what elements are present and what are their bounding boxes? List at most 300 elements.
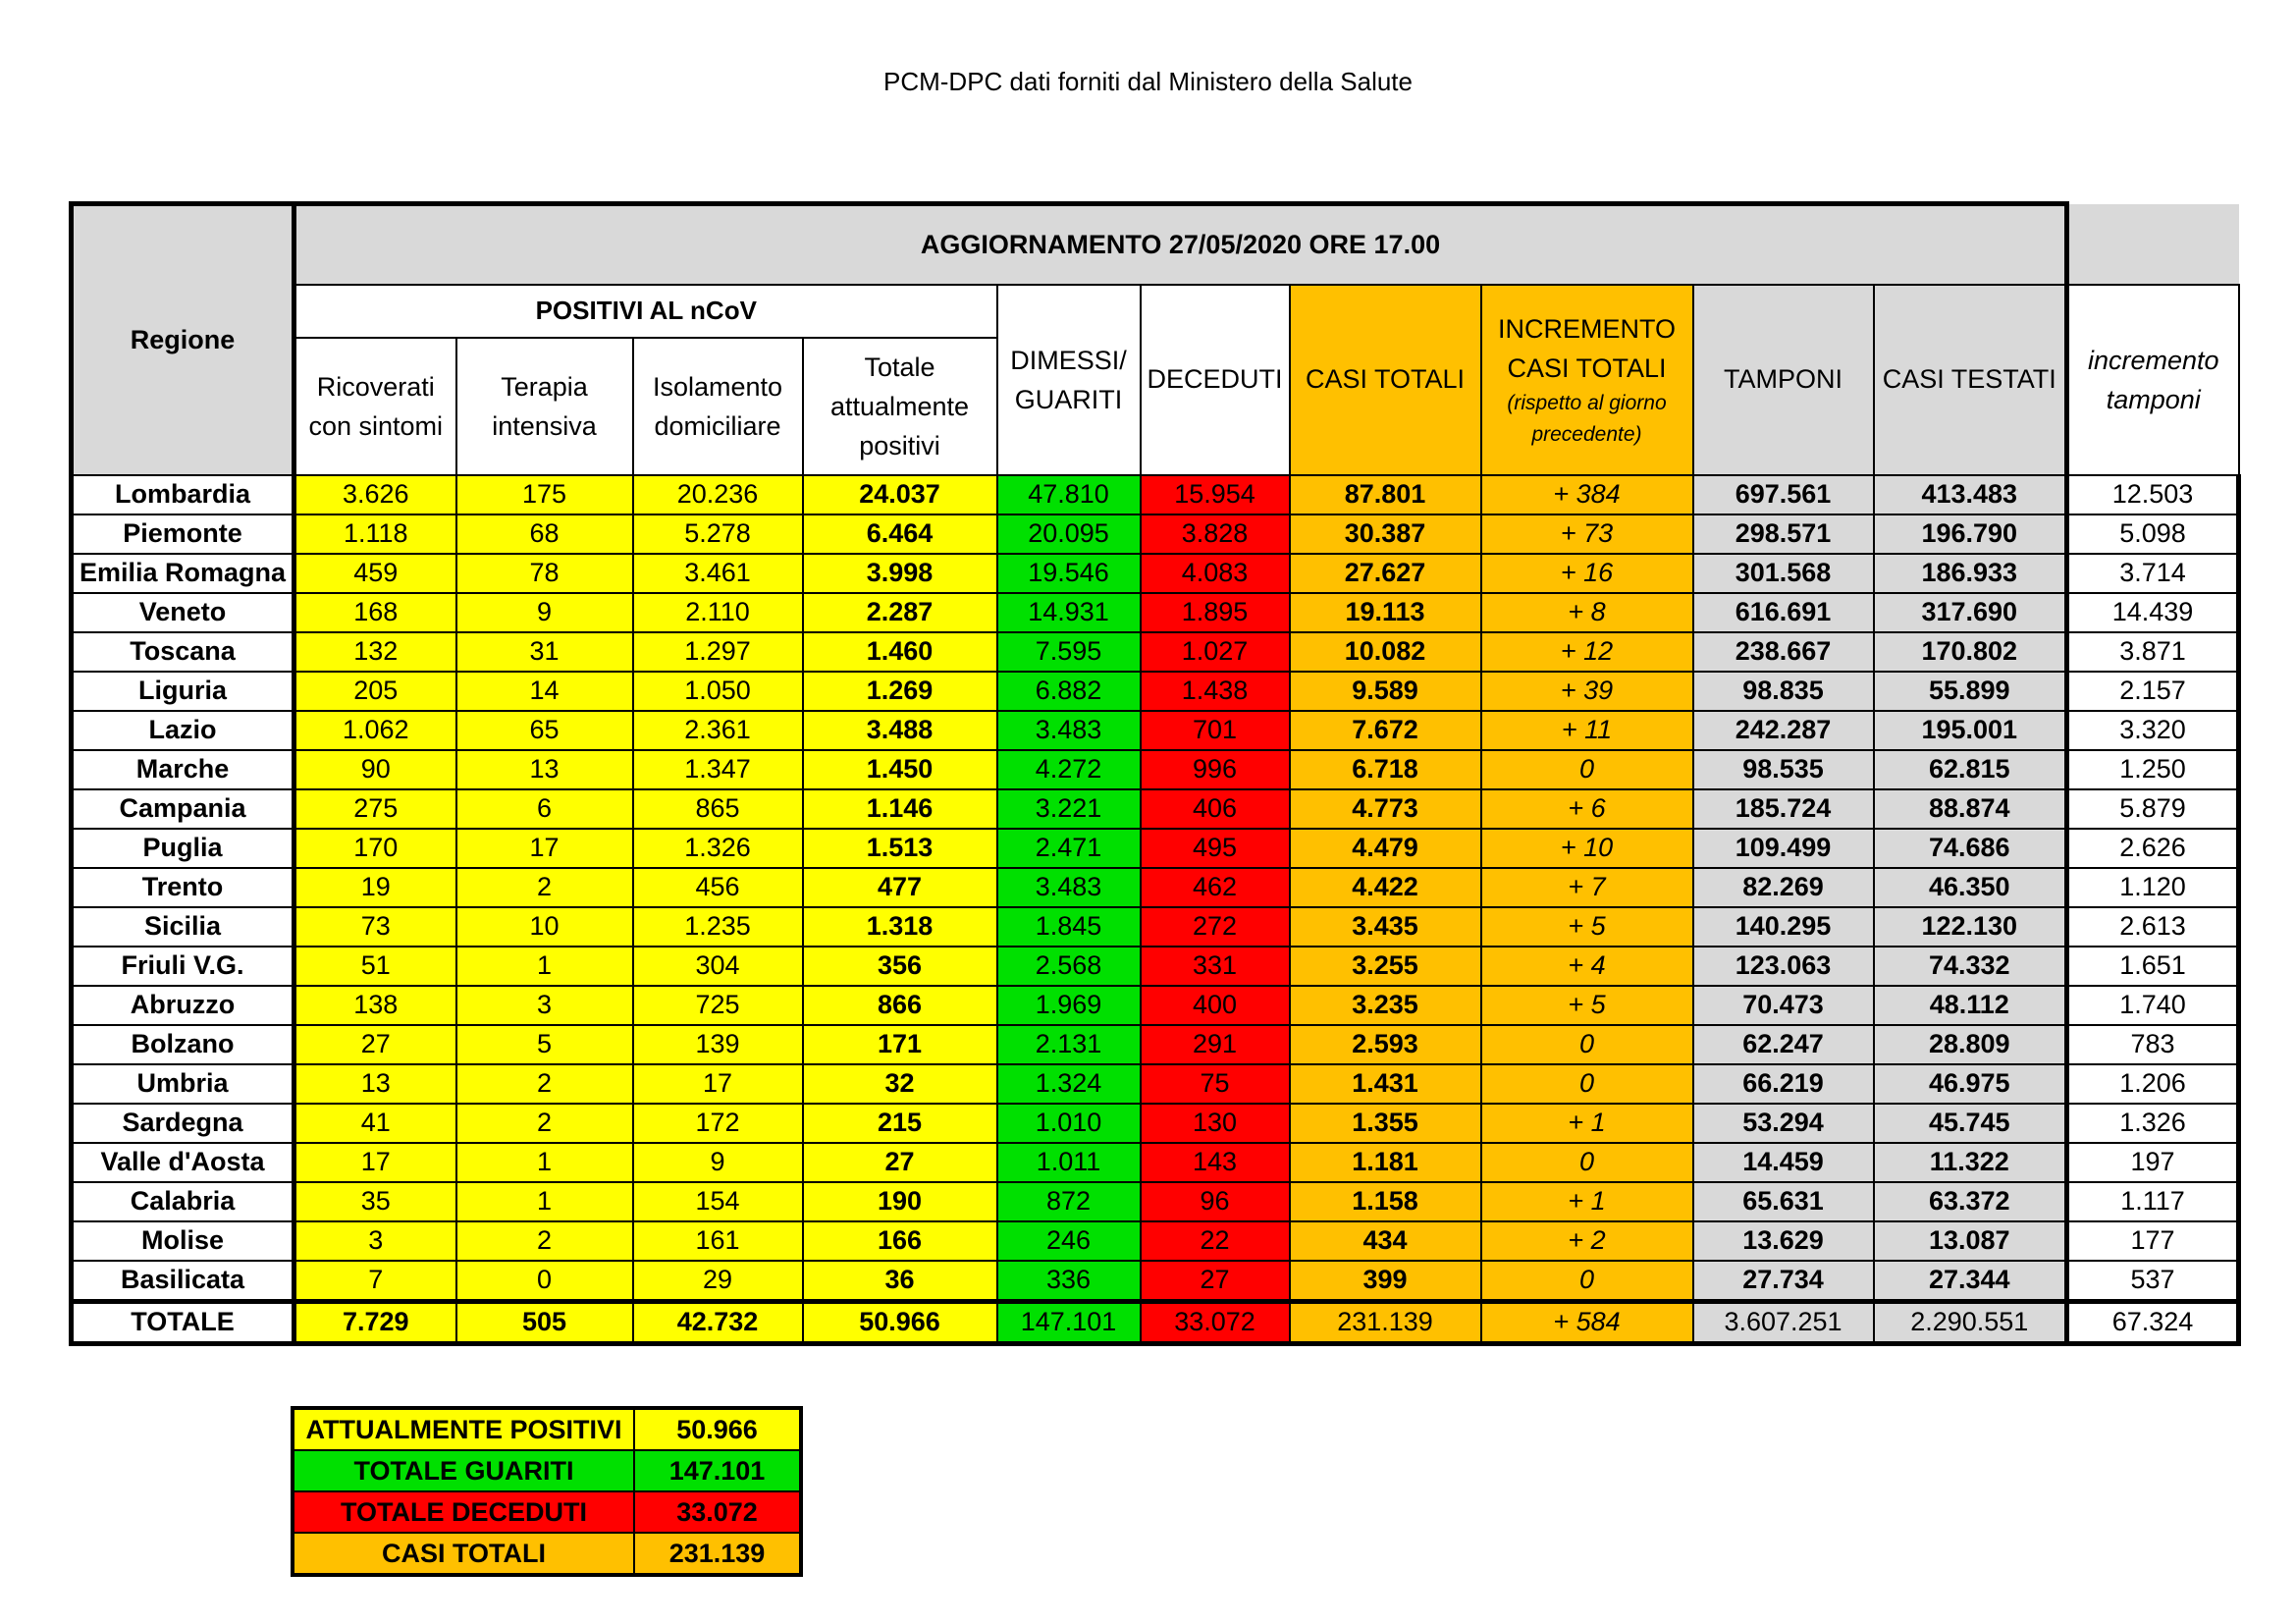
total-ricoverati: 7.729 xyxy=(294,1301,456,1343)
cell-incremento: + 2 xyxy=(1481,1221,1693,1261)
cell-isolamento: 3.461 xyxy=(633,554,803,593)
cell-isolamento: 161 xyxy=(633,1221,803,1261)
cell-terapia: 5 xyxy=(456,1025,633,1064)
summary-label: TOTALE DECEDUTI xyxy=(293,1491,634,1533)
cell-ricoverati: 3.626 xyxy=(294,475,456,514)
cell-totale-positivi: 166 xyxy=(803,1221,997,1261)
cell-incremento-tamponi: 12.503 xyxy=(2067,475,2239,514)
cell-incremento: + 8 xyxy=(1481,593,1693,632)
cell-tamponi: 65.631 xyxy=(1693,1182,1874,1221)
cell-casi-totali: 87.801 xyxy=(1290,475,1481,514)
cell-region: Molise xyxy=(72,1221,294,1261)
summary-row xyxy=(293,1491,801,1533)
table-body xyxy=(72,475,2239,1344)
header-deceduti: DECEDUTI xyxy=(1141,285,1290,475)
cell-tamponi: 616.691 xyxy=(1693,593,1874,632)
cell-totale-positivi: 1.513 xyxy=(803,829,997,868)
cell-casi-totali: 1.181 xyxy=(1290,1143,1481,1182)
header-update-date: AGGIORNAMENTO 27/05/2020 ORE 17.00 xyxy=(294,204,2067,285)
cell-isolamento: 1.326 xyxy=(633,829,803,868)
cell-totale-positivi: 190 xyxy=(803,1182,997,1221)
cell-casi-testati: 28.809 xyxy=(1874,1025,2067,1064)
header-totale-positivi: Totale attualmente positivi xyxy=(803,338,997,475)
cell-incremento: + 39 xyxy=(1481,672,1693,711)
cell-dimessi: 19.546 xyxy=(997,554,1141,593)
cell-terapia: 2 xyxy=(456,1064,633,1104)
cell-isolamento: 1.347 xyxy=(633,750,803,789)
cell-totale-positivi: 24.037 xyxy=(803,475,997,514)
cell-region: Emilia Romagna xyxy=(72,554,294,593)
cell-terapia: 14 xyxy=(456,672,633,711)
cell-incremento-tamponi: 1.250 xyxy=(2067,750,2239,789)
cell-terapia: 1 xyxy=(456,1143,633,1182)
cell-casi-totali: 6.718 xyxy=(1290,750,1481,789)
cell-deceduti: 15.954 xyxy=(1141,475,1290,514)
cell-ricoverati: 27 xyxy=(294,1025,456,1064)
cell-casi-totali: 30.387 xyxy=(1290,514,1481,554)
cell-incremento-tamponi: 197 xyxy=(2067,1143,2239,1182)
cell-incremento: + 1 xyxy=(1481,1182,1693,1221)
cell-tamponi: 140.295 xyxy=(1693,907,1874,947)
cell-casi-totali: 4.422 xyxy=(1290,868,1481,907)
cell-casi-testati: 63.372 xyxy=(1874,1182,2067,1221)
total-row xyxy=(72,1301,2239,1343)
cell-region: Basilicata xyxy=(72,1261,294,1302)
total-region: TOTALE xyxy=(72,1301,294,1343)
cell-casi-totali: 3.235 xyxy=(1290,986,1481,1025)
cell-ricoverati: 17 xyxy=(294,1143,456,1182)
cell-dimessi: 4.272 xyxy=(997,750,1141,789)
cell-casi-totali: 3.435 xyxy=(1290,907,1481,947)
cell-ricoverati: 73 xyxy=(294,907,456,947)
cell-totale-positivi: 215 xyxy=(803,1104,997,1143)
table-row xyxy=(72,750,2239,789)
cell-terapia: 1 xyxy=(456,947,633,986)
cell-incremento: + 5 xyxy=(1481,907,1693,947)
cell-incremento: + 6 xyxy=(1481,789,1693,829)
cell-totale-positivi: 866 xyxy=(803,986,997,1025)
cell-casi-totali: 1.431 xyxy=(1290,1064,1481,1104)
cell-casi-totali: 10.082 xyxy=(1290,632,1481,672)
cell-tamponi: 70.473 xyxy=(1693,986,1874,1025)
summary-row xyxy=(293,1408,801,1450)
cell-region: Bolzano xyxy=(72,1025,294,1064)
cell-casi-testati: 13.087 xyxy=(1874,1221,2067,1261)
cell-totale-positivi: 1.460 xyxy=(803,632,997,672)
cell-isolamento: 139 xyxy=(633,1025,803,1064)
table-row xyxy=(72,1104,2239,1143)
cell-ricoverati: 459 xyxy=(294,554,456,593)
cell-terapia: 3 xyxy=(456,986,633,1025)
cell-isolamento: 725 xyxy=(633,986,803,1025)
cell-terapia: 6 xyxy=(456,789,633,829)
cell-terapia: 2 xyxy=(456,1104,633,1143)
cell-dimessi: 47.810 xyxy=(997,475,1141,514)
cell-incremento-tamponi: 2.626 xyxy=(2067,829,2239,868)
cell-tamponi: 27.734 xyxy=(1693,1261,1874,1302)
cell-incremento: + 7 xyxy=(1481,868,1693,907)
header-regione: Regione xyxy=(72,204,294,475)
total-tamponi: 3.607.251 xyxy=(1693,1301,1874,1343)
header-casi-totali: CASI TOTALI xyxy=(1290,285,1481,475)
header-dimessi: DIMESSI/ GUARITI xyxy=(997,285,1141,475)
cell-incremento-tamponi: 3.320 xyxy=(2067,711,2239,750)
total-terapia: 505 xyxy=(456,1301,633,1343)
cell-deceduti: 143 xyxy=(1141,1143,1290,1182)
cell-casi-testati: 46.975 xyxy=(1874,1064,2067,1104)
cell-incremento-tamponi: 14.439 xyxy=(2067,593,2239,632)
cell-totale-positivi: 1.450 xyxy=(803,750,997,789)
table-row xyxy=(72,1025,2239,1064)
cell-incremento: 0 xyxy=(1481,1025,1693,1064)
cell-deceduti: 3.828 xyxy=(1141,514,1290,554)
cell-region: Campania xyxy=(72,789,294,829)
cell-incremento: + 12 xyxy=(1481,632,1693,672)
cell-terapia: 78 xyxy=(456,554,633,593)
table-row xyxy=(72,593,2239,632)
table-row xyxy=(72,947,2239,986)
table-row xyxy=(72,514,2239,554)
cell-totale-positivi: 1.318 xyxy=(803,907,997,947)
cell-casi-testati: 62.815 xyxy=(1874,750,2067,789)
cell-incremento: 0 xyxy=(1481,1261,1693,1302)
cell-incremento: + 4 xyxy=(1481,947,1693,986)
cell-terapia: 65 xyxy=(456,711,633,750)
cell-deceduti: 1.027 xyxy=(1141,632,1290,672)
cell-incremento: 0 xyxy=(1481,750,1693,789)
cell-casi-testati: 74.332 xyxy=(1874,947,2067,986)
cell-deceduti: 27 xyxy=(1141,1261,1290,1302)
cell-tamponi: 98.835 xyxy=(1693,672,1874,711)
cell-tamponi: 62.247 xyxy=(1693,1025,1874,1064)
cell-tamponi: 98.535 xyxy=(1693,750,1874,789)
cell-ricoverati: 168 xyxy=(294,593,456,632)
total-incremento-tamponi: 67.324 xyxy=(2067,1301,2239,1343)
summary-label: CASI TOTALI xyxy=(293,1533,634,1575)
cell-totale-positivi: 2.287 xyxy=(803,593,997,632)
cell-totale-positivi: 1.146 xyxy=(803,789,997,829)
cell-isolamento: 865 xyxy=(633,789,803,829)
cell-ricoverati: 1.118 xyxy=(294,514,456,554)
cell-ricoverati: 19 xyxy=(294,868,456,907)
cell-deceduti: 400 xyxy=(1141,986,1290,1025)
cell-casi-totali: 1.158 xyxy=(1290,1182,1481,1221)
summary-box xyxy=(291,1406,803,1577)
cell-deceduti: 406 xyxy=(1141,789,1290,829)
cell-incremento: + 73 xyxy=(1481,514,1693,554)
cell-casi-totali: 2.593 xyxy=(1290,1025,1481,1064)
cell-totale-positivi: 356 xyxy=(803,947,997,986)
cell-ricoverati: 90 xyxy=(294,750,456,789)
total-casi-testati: 2.290.551 xyxy=(1874,1301,2067,1343)
cell-casi-totali: 9.589 xyxy=(1290,672,1481,711)
cell-tamponi: 53.294 xyxy=(1693,1104,1874,1143)
cell-isolamento: 154 xyxy=(633,1182,803,1221)
cell-incremento: + 16 xyxy=(1481,554,1693,593)
cell-terapia: 2 xyxy=(456,1221,633,1261)
total-totale-positivi: 50.966 xyxy=(803,1301,997,1343)
cell-casi-testati: 46.350 xyxy=(1874,868,2067,907)
cell-casi-testati: 196.790 xyxy=(1874,514,2067,554)
cell-casi-totali: 7.672 xyxy=(1290,711,1481,750)
cell-incremento-tamponi: 5.879 xyxy=(2067,789,2239,829)
cell-tamponi: 13.629 xyxy=(1693,1221,1874,1261)
table-row xyxy=(72,829,2239,868)
cell-totale-positivi: 3.488 xyxy=(803,711,997,750)
cell-tamponi: 82.269 xyxy=(1693,868,1874,907)
header-incremento-note: (rispetto al giorno precedente) xyxy=(1507,391,1667,446)
cell-isolamento: 1.050 xyxy=(633,672,803,711)
cell-isolamento: 456 xyxy=(633,868,803,907)
cell-terapia: 10 xyxy=(456,907,633,947)
cell-terapia: 175 xyxy=(456,475,633,514)
cell-isolamento: 172 xyxy=(633,1104,803,1143)
header-terapia: Terapia intensiva xyxy=(456,338,633,475)
total-dimessi: 147.101 xyxy=(997,1301,1141,1343)
cell-incremento: + 5 xyxy=(1481,986,1693,1025)
table-row xyxy=(72,711,2239,750)
cell-deceduti: 75 xyxy=(1141,1064,1290,1104)
summary-value: 33.072 xyxy=(634,1491,801,1533)
cell-casi-totali: 1.355 xyxy=(1290,1104,1481,1143)
cell-dimessi: 3.483 xyxy=(997,868,1141,907)
cell-totale-positivi: 32 xyxy=(803,1064,997,1104)
table-row xyxy=(72,986,2239,1025)
cell-region: Abruzzo xyxy=(72,986,294,1025)
cell-terapia: 31 xyxy=(456,632,633,672)
cell-casi-testati: 195.001 xyxy=(1874,711,2067,750)
cell-totale-positivi: 36 xyxy=(803,1261,997,1302)
cell-dimessi: 2.131 xyxy=(997,1025,1141,1064)
summary-value: 147.101 xyxy=(634,1450,801,1491)
table-row xyxy=(72,907,2239,947)
cell-totale-positivi: 1.269 xyxy=(803,672,997,711)
cell-terapia: 1 xyxy=(456,1182,633,1221)
cell-terapia: 68 xyxy=(456,514,633,554)
cell-terapia: 9 xyxy=(456,593,633,632)
cell-incremento-tamponi: 5.098 xyxy=(2067,514,2239,554)
cell-ricoverati: 41 xyxy=(294,1104,456,1143)
summary-value: 231.139 xyxy=(634,1533,801,1575)
cell-deceduti: 272 xyxy=(1141,907,1290,947)
cell-casi-totali: 399 xyxy=(1290,1261,1481,1302)
header-positivi-group: POSITIVI AL nCoV xyxy=(294,285,997,338)
cell-region: Marche xyxy=(72,750,294,789)
total-casi-totali: 231.139 xyxy=(1290,1301,1481,1343)
cell-isolamento: 20.236 xyxy=(633,475,803,514)
cell-isolamento: 2.110 xyxy=(633,593,803,632)
cell-isolamento: 5.278 xyxy=(633,514,803,554)
cell-ricoverati: 35 xyxy=(294,1182,456,1221)
header-tamponi: TAMPONI xyxy=(1693,285,1874,475)
cell-incremento-tamponi: 537 xyxy=(2067,1261,2239,1302)
summary-row xyxy=(293,1533,801,1575)
cell-terapia: 13 xyxy=(456,750,633,789)
cell-dimessi: 1.010 xyxy=(997,1104,1141,1143)
cell-deceduti: 331 xyxy=(1141,947,1290,986)
cell-incremento: + 1 xyxy=(1481,1104,1693,1143)
cell-casi-totali: 4.479 xyxy=(1290,829,1481,868)
cell-casi-totali: 27.627 xyxy=(1290,554,1481,593)
header-incremento-label: INCREMENTO CASI TOTALI xyxy=(1497,313,1676,383)
cell-deceduti: 22 xyxy=(1141,1221,1290,1261)
cell-dimessi: 2.568 xyxy=(997,947,1141,986)
cell-region: Calabria xyxy=(72,1182,294,1221)
cell-incremento-tamponi: 1.326 xyxy=(2067,1104,2239,1143)
cell-region: Lazio xyxy=(72,711,294,750)
cell-isolamento: 1.235 xyxy=(633,907,803,947)
cell-region: Trento xyxy=(72,868,294,907)
cell-incremento-tamponi: 1.740 xyxy=(2067,986,2239,1025)
covid-regional-table xyxy=(69,201,2241,1346)
cell-casi-testati: 45.745 xyxy=(1874,1104,2067,1143)
table-row xyxy=(72,789,2239,829)
cell-incremento-tamponi: 2.157 xyxy=(2067,672,2239,711)
cell-tamponi: 242.287 xyxy=(1693,711,1874,750)
cell-region: Sicilia xyxy=(72,907,294,947)
cell-isolamento: 2.361 xyxy=(633,711,803,750)
summary-value: 50.966 xyxy=(634,1408,801,1450)
cell-deceduti: 996 xyxy=(1141,750,1290,789)
cell-region: Umbria xyxy=(72,1064,294,1104)
cell-ricoverati: 138 xyxy=(294,986,456,1025)
cell-region: Veneto xyxy=(72,593,294,632)
cell-terapia: 0 xyxy=(456,1261,633,1302)
cell-ricoverati: 1.062 xyxy=(294,711,456,750)
cell-tamponi: 109.499 xyxy=(1693,829,1874,868)
cell-dimessi: 3.483 xyxy=(997,711,1141,750)
cell-totale-positivi: 477 xyxy=(803,868,997,907)
summary-label: TOTALE GUARITI xyxy=(293,1450,634,1491)
cell-region: Toscana xyxy=(72,632,294,672)
cell-isolamento: 1.297 xyxy=(633,632,803,672)
table-row xyxy=(72,1143,2239,1182)
cell-incremento-tamponi: 3.714 xyxy=(2067,554,2239,593)
table-row xyxy=(72,1064,2239,1104)
header-incremento-tamponi: incremento tamponi xyxy=(2067,285,2239,475)
cell-deceduti: 4.083 xyxy=(1141,554,1290,593)
table-row xyxy=(72,632,2239,672)
table-row xyxy=(72,868,2239,907)
cell-casi-testati: 74.686 xyxy=(1874,829,2067,868)
cell-dimessi: 1.969 xyxy=(997,986,1141,1025)
cell-region: Sardegna xyxy=(72,1104,294,1143)
cell-region: Lombardia xyxy=(72,475,294,514)
cell-dimessi: 246 xyxy=(997,1221,1141,1261)
cell-incremento: + 10 xyxy=(1481,829,1693,868)
cell-casi-totali: 4.773 xyxy=(1290,789,1481,829)
cell-deceduti: 701 xyxy=(1141,711,1290,750)
header-casi-testati: CASI TESTATI xyxy=(1874,285,2067,475)
cell-incremento-tamponi: 2.613 xyxy=(2067,907,2239,947)
header-ricoverati: Ricoverati con sintomi xyxy=(294,338,456,475)
cell-incremento-tamponi: 1.120 xyxy=(2067,868,2239,907)
table-row xyxy=(72,1261,2239,1302)
cell-dimessi: 7.595 xyxy=(997,632,1141,672)
header-incremento xyxy=(1481,285,1693,475)
cell-tamponi: 238.667 xyxy=(1693,632,1874,672)
cell-deceduti: 462 xyxy=(1141,868,1290,907)
cell-incremento-tamponi: 3.871 xyxy=(2067,632,2239,672)
cell-dimessi: 20.095 xyxy=(997,514,1141,554)
cell-deceduti: 1.895 xyxy=(1141,593,1290,632)
cell-tamponi: 66.219 xyxy=(1693,1064,1874,1104)
cell-dimessi: 1.011 xyxy=(997,1143,1141,1182)
cell-dimessi: 336 xyxy=(997,1261,1141,1302)
cell-totale-positivi: 27 xyxy=(803,1143,997,1182)
cell-tamponi: 301.568 xyxy=(1693,554,1874,593)
cell-casi-totali: 19.113 xyxy=(1290,593,1481,632)
cell-casi-testati: 413.483 xyxy=(1874,475,2067,514)
cell-incremento-tamponi: 1.117 xyxy=(2067,1182,2239,1221)
cell-deceduti: 130 xyxy=(1141,1104,1290,1143)
cell-dimessi: 1.324 xyxy=(997,1064,1141,1104)
cell-totale-positivi: 171 xyxy=(803,1025,997,1064)
cell-casi-testati: 88.874 xyxy=(1874,789,2067,829)
cell-tamponi: 14.459 xyxy=(1693,1143,1874,1182)
header-blank xyxy=(2067,204,2239,285)
cell-ricoverati: 51 xyxy=(294,947,456,986)
cell-incremento: + 11 xyxy=(1481,711,1693,750)
cell-tamponi: 697.561 xyxy=(1693,475,1874,514)
cell-isolamento: 29 xyxy=(633,1261,803,1302)
source-caption: PCM-DPC dati forniti dal Ministero della Salute xyxy=(883,67,1413,96)
cell-ricoverati: 13 xyxy=(294,1064,456,1104)
cell-deceduti: 495 xyxy=(1141,829,1290,868)
cell-incremento: 0 xyxy=(1481,1143,1693,1182)
cell-casi-testati: 11.322 xyxy=(1874,1143,2067,1182)
cell-dimessi: 2.471 xyxy=(997,829,1141,868)
cell-casi-testati: 317.690 xyxy=(1874,593,2067,632)
cell-isolamento: 17 xyxy=(633,1064,803,1104)
cell-deceduti: 1.438 xyxy=(1141,672,1290,711)
cell-tamponi: 185.724 xyxy=(1693,789,1874,829)
cell-casi-testati: 186.933 xyxy=(1874,554,2067,593)
cell-ricoverati: 170 xyxy=(294,829,456,868)
cell-incremento-tamponi: 783 xyxy=(2067,1025,2239,1064)
table-row xyxy=(72,475,2239,514)
cell-region: Friuli V.G. xyxy=(72,947,294,986)
cell-dimessi: 1.845 xyxy=(997,907,1141,947)
cell-tamponi: 123.063 xyxy=(1693,947,1874,986)
cell-region: Puglia xyxy=(72,829,294,868)
cell-ricoverati: 132 xyxy=(294,632,456,672)
total-isolamento: 42.732 xyxy=(633,1301,803,1343)
table-row xyxy=(72,1182,2239,1221)
cell-region: Valle d'Aosta xyxy=(72,1143,294,1182)
cell-terapia: 17 xyxy=(456,829,633,868)
cell-totale-positivi: 6.464 xyxy=(803,514,997,554)
cell-dimessi: 872 xyxy=(997,1182,1141,1221)
summary-body xyxy=(293,1408,801,1575)
cell-incremento-tamponi: 1.206 xyxy=(2067,1064,2239,1104)
header-isolamento: Isolamento domiciliare xyxy=(633,338,803,475)
total-deceduti: 33.072 xyxy=(1141,1301,1290,1343)
cell-incremento: + 384 xyxy=(1481,475,1693,514)
table-row xyxy=(72,1221,2239,1261)
cell-casi-testati: 48.112 xyxy=(1874,986,2067,1025)
cell-terapia: 2 xyxy=(456,868,633,907)
cell-region: Liguria xyxy=(72,672,294,711)
cell-dimessi: 3.221 xyxy=(997,789,1141,829)
cell-casi-totali: 434 xyxy=(1290,1221,1481,1261)
cell-dimessi: 14.931 xyxy=(997,593,1141,632)
cell-ricoverati: 7 xyxy=(294,1261,456,1302)
cell-ricoverati: 205 xyxy=(294,672,456,711)
cell-casi-testati: 27.344 xyxy=(1874,1261,2067,1302)
cell-deceduti: 291 xyxy=(1141,1025,1290,1064)
cell-isolamento: 9 xyxy=(633,1143,803,1182)
